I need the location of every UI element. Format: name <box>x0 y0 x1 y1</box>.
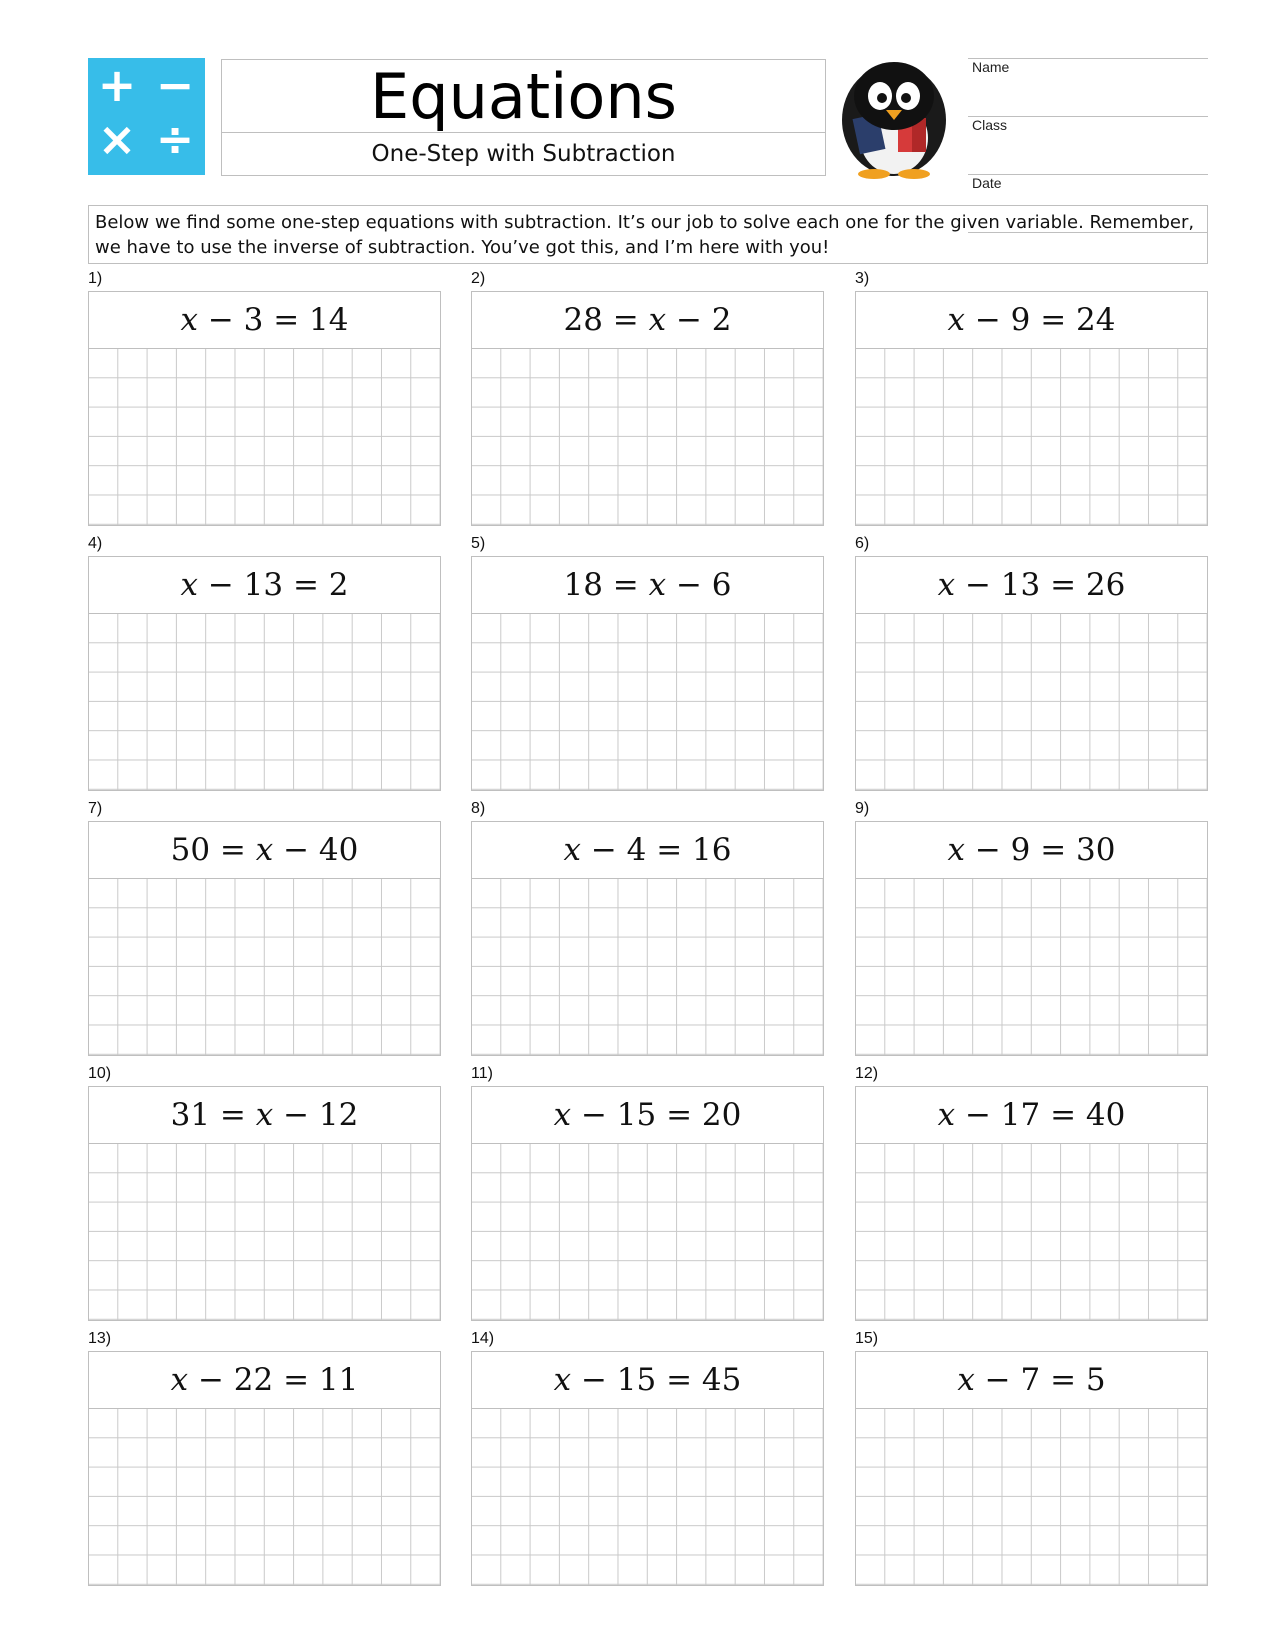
work-grid[interactable] <box>856 1144 1207 1320</box>
work-grid[interactable] <box>472 1409 823 1585</box>
work-grid[interactable] <box>856 879 1207 1055</box>
problem-box <box>855 291 1208 526</box>
plus-icon: + <box>97 58 137 112</box>
name-label: Name <box>972 59 1010 75</box>
problem-number: 9) <box>855 800 870 817</box>
work-grid[interactable] <box>89 349 440 525</box>
equation: 18 = x − 6 <box>472 557 823 614</box>
problem-box <box>855 821 1208 1056</box>
name-field[interactable] <box>968 58 1208 117</box>
equation: x − 4 = 16 <box>472 822 823 879</box>
problem-number: 3) <box>855 270 870 287</box>
problem-box <box>471 1351 824 1586</box>
class-label: Class <box>972 117 1008 133</box>
problem-number: 7) <box>88 800 103 817</box>
equation: 31 = x − 12 <box>89 1087 440 1144</box>
work-grid[interactable] <box>89 1409 440 1585</box>
problem-number: 5) <box>471 535 486 552</box>
work-grid[interactable] <box>472 1144 823 1320</box>
work-grid[interactable] <box>472 349 823 525</box>
page-subtitle: One-Step with Subtraction <box>371 141 676 167</box>
problem-box <box>88 1351 441 1586</box>
problem-number: 4) <box>88 535 103 552</box>
equation: x − 15 = 20 <box>472 1087 823 1144</box>
minus-icon: − <box>155 58 195 112</box>
problem-number: 14) <box>471 1330 495 1347</box>
problem-number: 8) <box>471 800 486 817</box>
work-grid[interactable] <box>89 1144 440 1320</box>
problem-number: 11) <box>471 1065 493 1082</box>
equation: x − 15 = 45 <box>472 1352 823 1409</box>
problem-box <box>88 291 441 526</box>
problem-box <box>471 556 824 791</box>
work-grid[interactable] <box>856 1409 1207 1585</box>
equation: 28 = x − 2 <box>472 292 823 349</box>
work-grid[interactable] <box>89 614 440 790</box>
equation: x − 7 = 5 <box>856 1352 1207 1409</box>
title-divider <box>222 132 825 133</box>
date-label: Date <box>972 175 1002 191</box>
class-field[interactable] <box>968 116 1208 175</box>
problem-number: 15) <box>855 1330 879 1347</box>
divide-icon: ÷ <box>155 112 195 166</box>
problem-number: 1) <box>88 270 103 287</box>
instructions: Below we find some one-step equations with subtraction. It’s our job to solve each one for the given variable. Remember, we have to use the inverse of subtraction. You’ve got this, and I’m here with you! <box>88 205 1208 264</box>
equation: x − 22 = 11 <box>89 1352 440 1409</box>
equation: x − 3 = 14 <box>89 292 440 349</box>
page-title: Equations <box>370 60 677 133</box>
problem-box <box>471 291 824 526</box>
problem-box <box>855 1086 1208 1321</box>
problem-number: 10) <box>88 1065 112 1082</box>
problem-box <box>471 821 824 1056</box>
problem-number: 12) <box>855 1065 879 1082</box>
work-grid[interactable] <box>856 614 1207 790</box>
problem-box <box>88 556 441 791</box>
equation: x − 17 = 40 <box>856 1087 1207 1144</box>
problem-box <box>88 1086 441 1321</box>
title-box <box>221 59 826 176</box>
problem-box <box>88 821 441 1056</box>
operations-logo <box>88 58 205 175</box>
equation: x − 13 = 26 <box>856 557 1207 614</box>
work-grid[interactable] <box>472 879 823 1055</box>
problem-number: 2) <box>471 270 486 287</box>
equation: x − 9 = 30 <box>856 822 1207 879</box>
work-grid[interactable] <box>472 614 823 790</box>
work-grid[interactable] <box>856 349 1207 525</box>
problem-box <box>471 1086 824 1321</box>
equation: x − 9 = 24 <box>856 292 1207 349</box>
times-icon: × <box>97 112 137 166</box>
problem-box <box>855 1351 1208 1586</box>
equation: 50 = x − 40 <box>89 822 440 879</box>
problem-number: 13) <box>88 1330 112 1347</box>
equation: x − 13 = 2 <box>89 557 440 614</box>
problem-box <box>855 556 1208 791</box>
problem-number: 6) <box>855 535 870 552</box>
penguin-icon <box>836 58 954 180</box>
work-grid[interactable] <box>89 879 440 1055</box>
